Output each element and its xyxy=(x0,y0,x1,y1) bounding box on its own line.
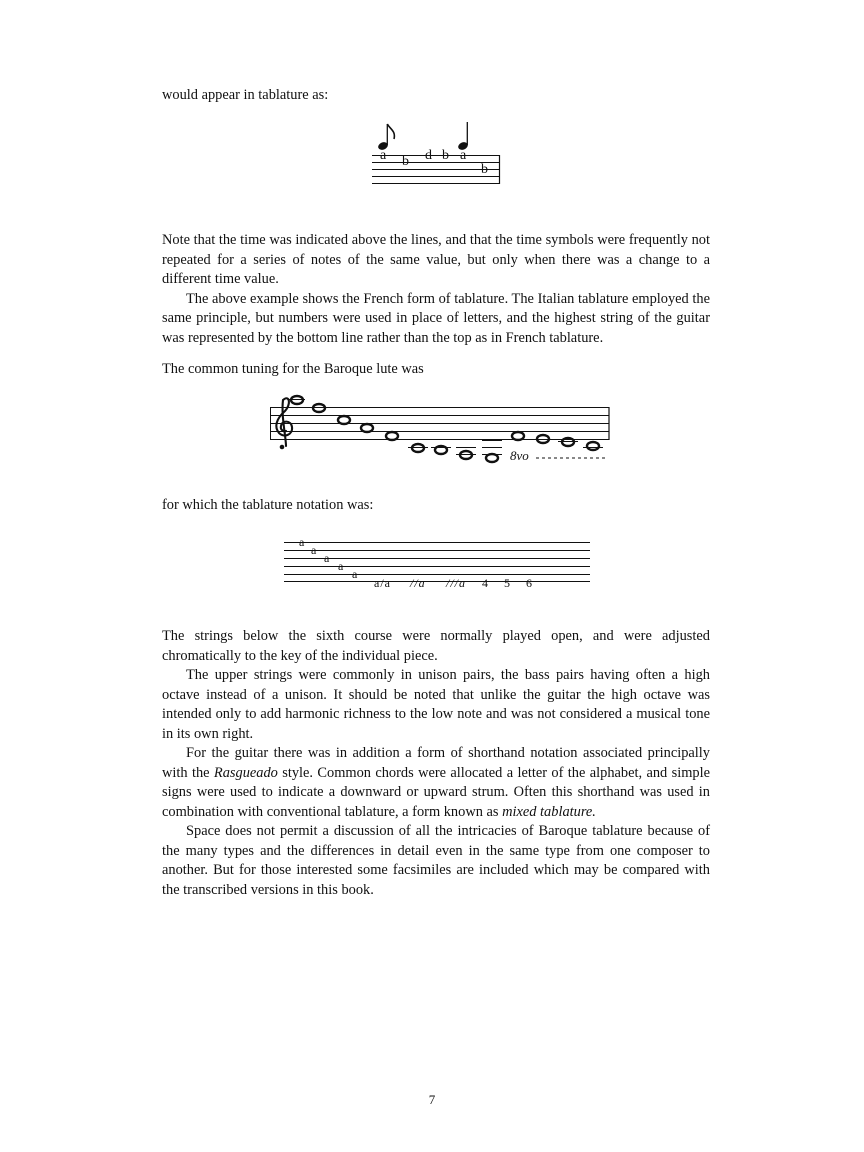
tab-bass-sign: 5 xyxy=(504,576,510,590)
paragraph: The strings below the sixth course were normally played open, and were adjusted chromatically to the key of the individual piece. xyxy=(162,628,710,664)
tab-letter: b xyxy=(402,154,409,169)
tab-caption: for which the tablature notation was: xyxy=(162,497,374,513)
tab-letter: a xyxy=(380,148,387,163)
tab-letter: a xyxy=(352,567,358,581)
whole-note xyxy=(386,432,398,440)
whole-note xyxy=(486,454,498,462)
tab-bass-sign: //a xyxy=(410,576,426,590)
paragraph: Space does not permit a discussion of all the intricacies of Baroque tablature because of the many types and the differences in detail even in the same type from one composer to another. But for those interested some facsimiles are included which may be compared with the transcribed versions in this book. xyxy=(162,823,710,898)
italic-term: mixed tablature. xyxy=(502,803,596,820)
tab-bass-sign: ///a xyxy=(446,576,467,590)
tab-letter: b xyxy=(442,148,449,163)
tablature-tuning xyxy=(282,534,594,592)
page-number: 7 xyxy=(428,1092,436,1107)
text-span: style. Common chords were allocated a letter of the alphabet, and simple signs were used to indicate a downward or upward strum. Often this shorthand was used in combination with conventional tablature, a form known as xyxy=(162,764,710,820)
tab-bass-sign: 6 xyxy=(526,576,532,590)
text-span: For the guitar there was in addition a form of shorthand notation associated principally with the xyxy=(162,745,710,781)
tab-letter: a xyxy=(311,543,317,557)
tablature-staff-lines xyxy=(284,543,590,582)
paragraph xyxy=(162,744,710,822)
tuning-staff xyxy=(264,392,616,464)
whole-note xyxy=(338,416,350,424)
tab-bass-sign: 4 xyxy=(482,576,488,590)
whole-note xyxy=(587,442,599,450)
text-block-1 xyxy=(162,231,710,348)
tab-letter: d xyxy=(425,148,432,163)
whole-note xyxy=(361,424,373,432)
tuning-caption: The common tuning for the Baroque lute was xyxy=(162,361,424,377)
paragraph: The upper strings were commonly in unison pairs, the bass pairs having often a high octave instead of a unison. It should be noted that unlike the guitar the high octave was intended only to add harmonic richness to the low note and was not considered a musical tone in its own right. xyxy=(162,667,710,742)
tab-letter: a xyxy=(460,148,467,163)
paragraph: Note that the time was indicated above the lines, and that the time symbols were frequently not repeated for a series of notes of the same value, but only when there was a change to a different time value. xyxy=(162,232,710,287)
tab-letter: a xyxy=(299,535,305,549)
octave-mark: 8vo xyxy=(510,448,529,463)
tab-letter: a xyxy=(324,551,330,565)
paragraph: The above example shows the French form of tablature. The Italian tablature employed the same principle, but numbers were used in place of letters, and the highest string of the guitar was represented by the bottom line rather than the top as in French tablature. xyxy=(162,290,710,346)
italic-term: Rasgueado xyxy=(213,764,278,781)
intro-line: would appear in tablature as: xyxy=(162,87,329,103)
tab-bass-sign: a/a xyxy=(374,576,391,590)
quarter-note-sign xyxy=(457,122,469,151)
tab-letter: a xyxy=(338,559,344,573)
tab-letter: b xyxy=(481,162,488,177)
whole-note xyxy=(512,432,524,440)
text-block-2 xyxy=(162,627,710,900)
tablature-example-french xyxy=(360,118,510,190)
